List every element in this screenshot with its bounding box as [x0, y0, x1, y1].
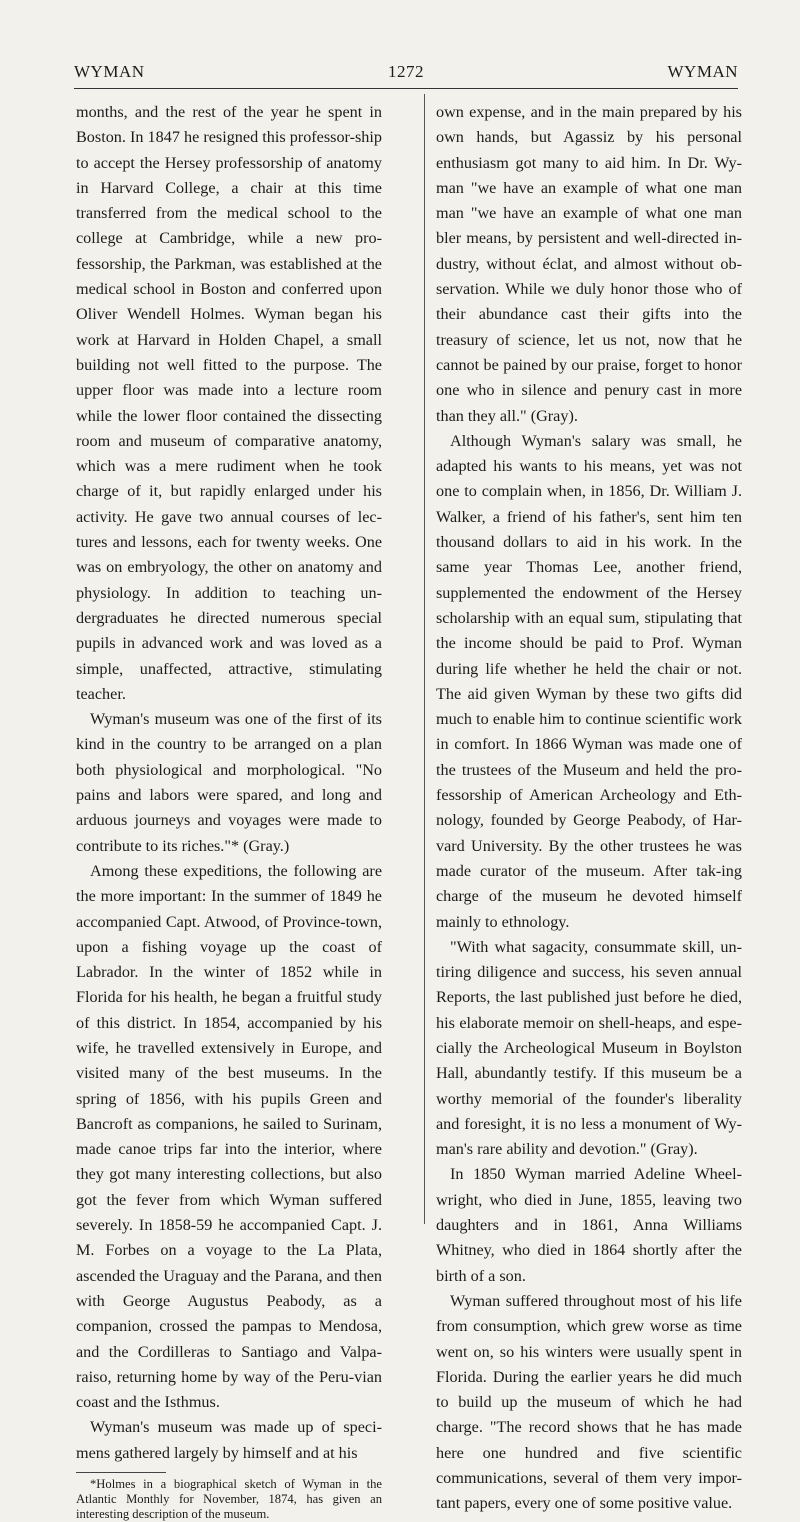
paragraph: Among these expeditions, the following are the more important: In the summer of 1849 he accompanied Capt. Atwood, of Province-town, upon a fishing voyage up the coast of Labrador. In the winter of 1852 while in Florida for his health, he began a fruitful study of this district. In 1854, accompanied by his wife, he travelled extensively in Europe, and visited many of the best museums. In the spring of 1856, with his pupils Green and Bancroft as companions, he sailed to Surinam, made canoe trips far into the interior, where they got many interesting collections, but also got the fever from which Wyman suffered severely. In 1858-59 he accompanied Capt. J. M. Forbes on a voyage to the La Plata, ascended the Uraguay and the Parana, and then with George Augustus Peabody, as a companion, crossed the pampas to Mendosa, and the Cordilleras to Santiago and Valpa-raiso, returning home by way of the Peru-vian coast and the Isthmus.	[76, 861, 382, 1412]
page-number: 1272	[388, 62, 424, 81]
paragraph: own expense, and in the main prepared by his own hands, but Agassiz by his personal enthusiasm got many to aid him. In Dr. Wy-man "we have an example of what one man man "we have an example of what one man bler means, by persistent and well-directed in-dustry, without éclat, and almost without ob-servation. While we duly honor those who of their abundance cast their gifts into the treasury of science, let us not, now that he cannot be pained by our praise, forget to honor one who in silence and penury cast in more than they all." (Gray).	[436, 103, 742, 425]
column-divider	[424, 94, 425, 1224]
footnote-rule	[76, 1472, 166, 1473]
paragraph: Wyman's museum was one of the first of its kind in the country to be arranged on a plan both physiological and morphological. "No pains and labors were spared, and long and arduous journeys and voyages were made to contribute to its riches."* (Gray.)	[76, 710, 382, 855]
header-rule	[74, 88, 738, 89]
running-head	[74, 50, 738, 84]
running-head-left: WYMAN	[74, 62, 145, 81]
paragraph: Although Wyman's salary was small, he adapted his wants to his means, yet was not one to complain when, in 1856, Dr. William J. Walker, a friend of his father's, sent him ten thousand dollars to aid in his work. In the same year Thomas Lee, another friend, supplemented the endowment of the Hersey scholarship with an equal sum, stipulating that the income should be paid to Prof. Wyman during life whether he held the chair or not. The aid given Wyman by these two gifts did much to enable him to continue scientific work in comfort. In 1866 Wyman was made one of the trustees of the Museum and held the pro-fessorship of American Archeology and Eth-nology, founded by George Peabody, of Har-vard University. By the other trustees he was made curator of the museum. After tak-ing charge of the museum he devoted himself mainly to ethnology.	[436, 431, 742, 931]
paragraph: Wyman's museum was made up of speci-mens gathered largely by himself and at his	[76, 1418, 382, 1462]
left-column	[76, 100, 382, 1522]
running-head-right: WYMAN	[667, 62, 738, 81]
paragraph: In 1850 Wyman married Adeline Wheel-wright, who died in June, 1855, leaving two daughters and in 1861, Anna Williams Whitney, who died in 1864 shortly after the birth of a son.	[436, 1165, 742, 1285]
right-column	[436, 100, 742, 1517]
paragraph: "With what sagacity, consummate skill, un-tiring diligence and success, his seven annual Reports, the last published just before he died, his elaborate memoir on shell-heaps, and espe-cially the Archeological Museum in Boylston Hall, abundantly testify. If this museum be a worthy memorial of the founder's liberality and foresight, it is no less a monument of Wy-man's rare ability and devotion." (Gray).	[436, 937, 742, 1159]
paragraph: months, and the rest of the year he spent in Boston. In 1847 he resigned this professor-ship to accept the Hersey professorship of anatomy in Harvard College, a chair at this time transferred from the medical school to the college at Cambridge, while a new pro-fessorship, the Parkman, was established at the medical school in Boston and conferred upon Oliver Wendell Holmes. Wyman began his work at Harvard in Holden Chapel, a small building not well fitted to the purpose. The upper floor was made into a lecture room while the lower floor contained the dissecting room and museum of comparative anatomy, which was a mere rudiment when he took charge of it, but rapidly enlarged under his activity. He gave two annual courses of lec-tures and lessons, each for twenty weeks. One was on embryology, the other on anatomy and physiology. In addition to teaching un-dergraduates he directed numerous special pupils in advanced work and was loved as a simple, unaffected, attractive, stimulating teacher.	[76, 103, 382, 703]
paragraph: Wyman suffered throughout most of his life from consumption, which grew worse as time went on, so his winters were usually spent in Florida. During the earlier years he did much to build up the museum of which he had charge. "The record shows that he has made here one hundred and five scientific communications, several of them very impor-tant papers, every one of some positive value.	[436, 1291, 742, 1513]
footnote: *Holmes in a biographical sketch of Wyman in the Atlantic Monthly for November, 1874, has given an interesting description of the museum.	[76, 1477, 382, 1522]
